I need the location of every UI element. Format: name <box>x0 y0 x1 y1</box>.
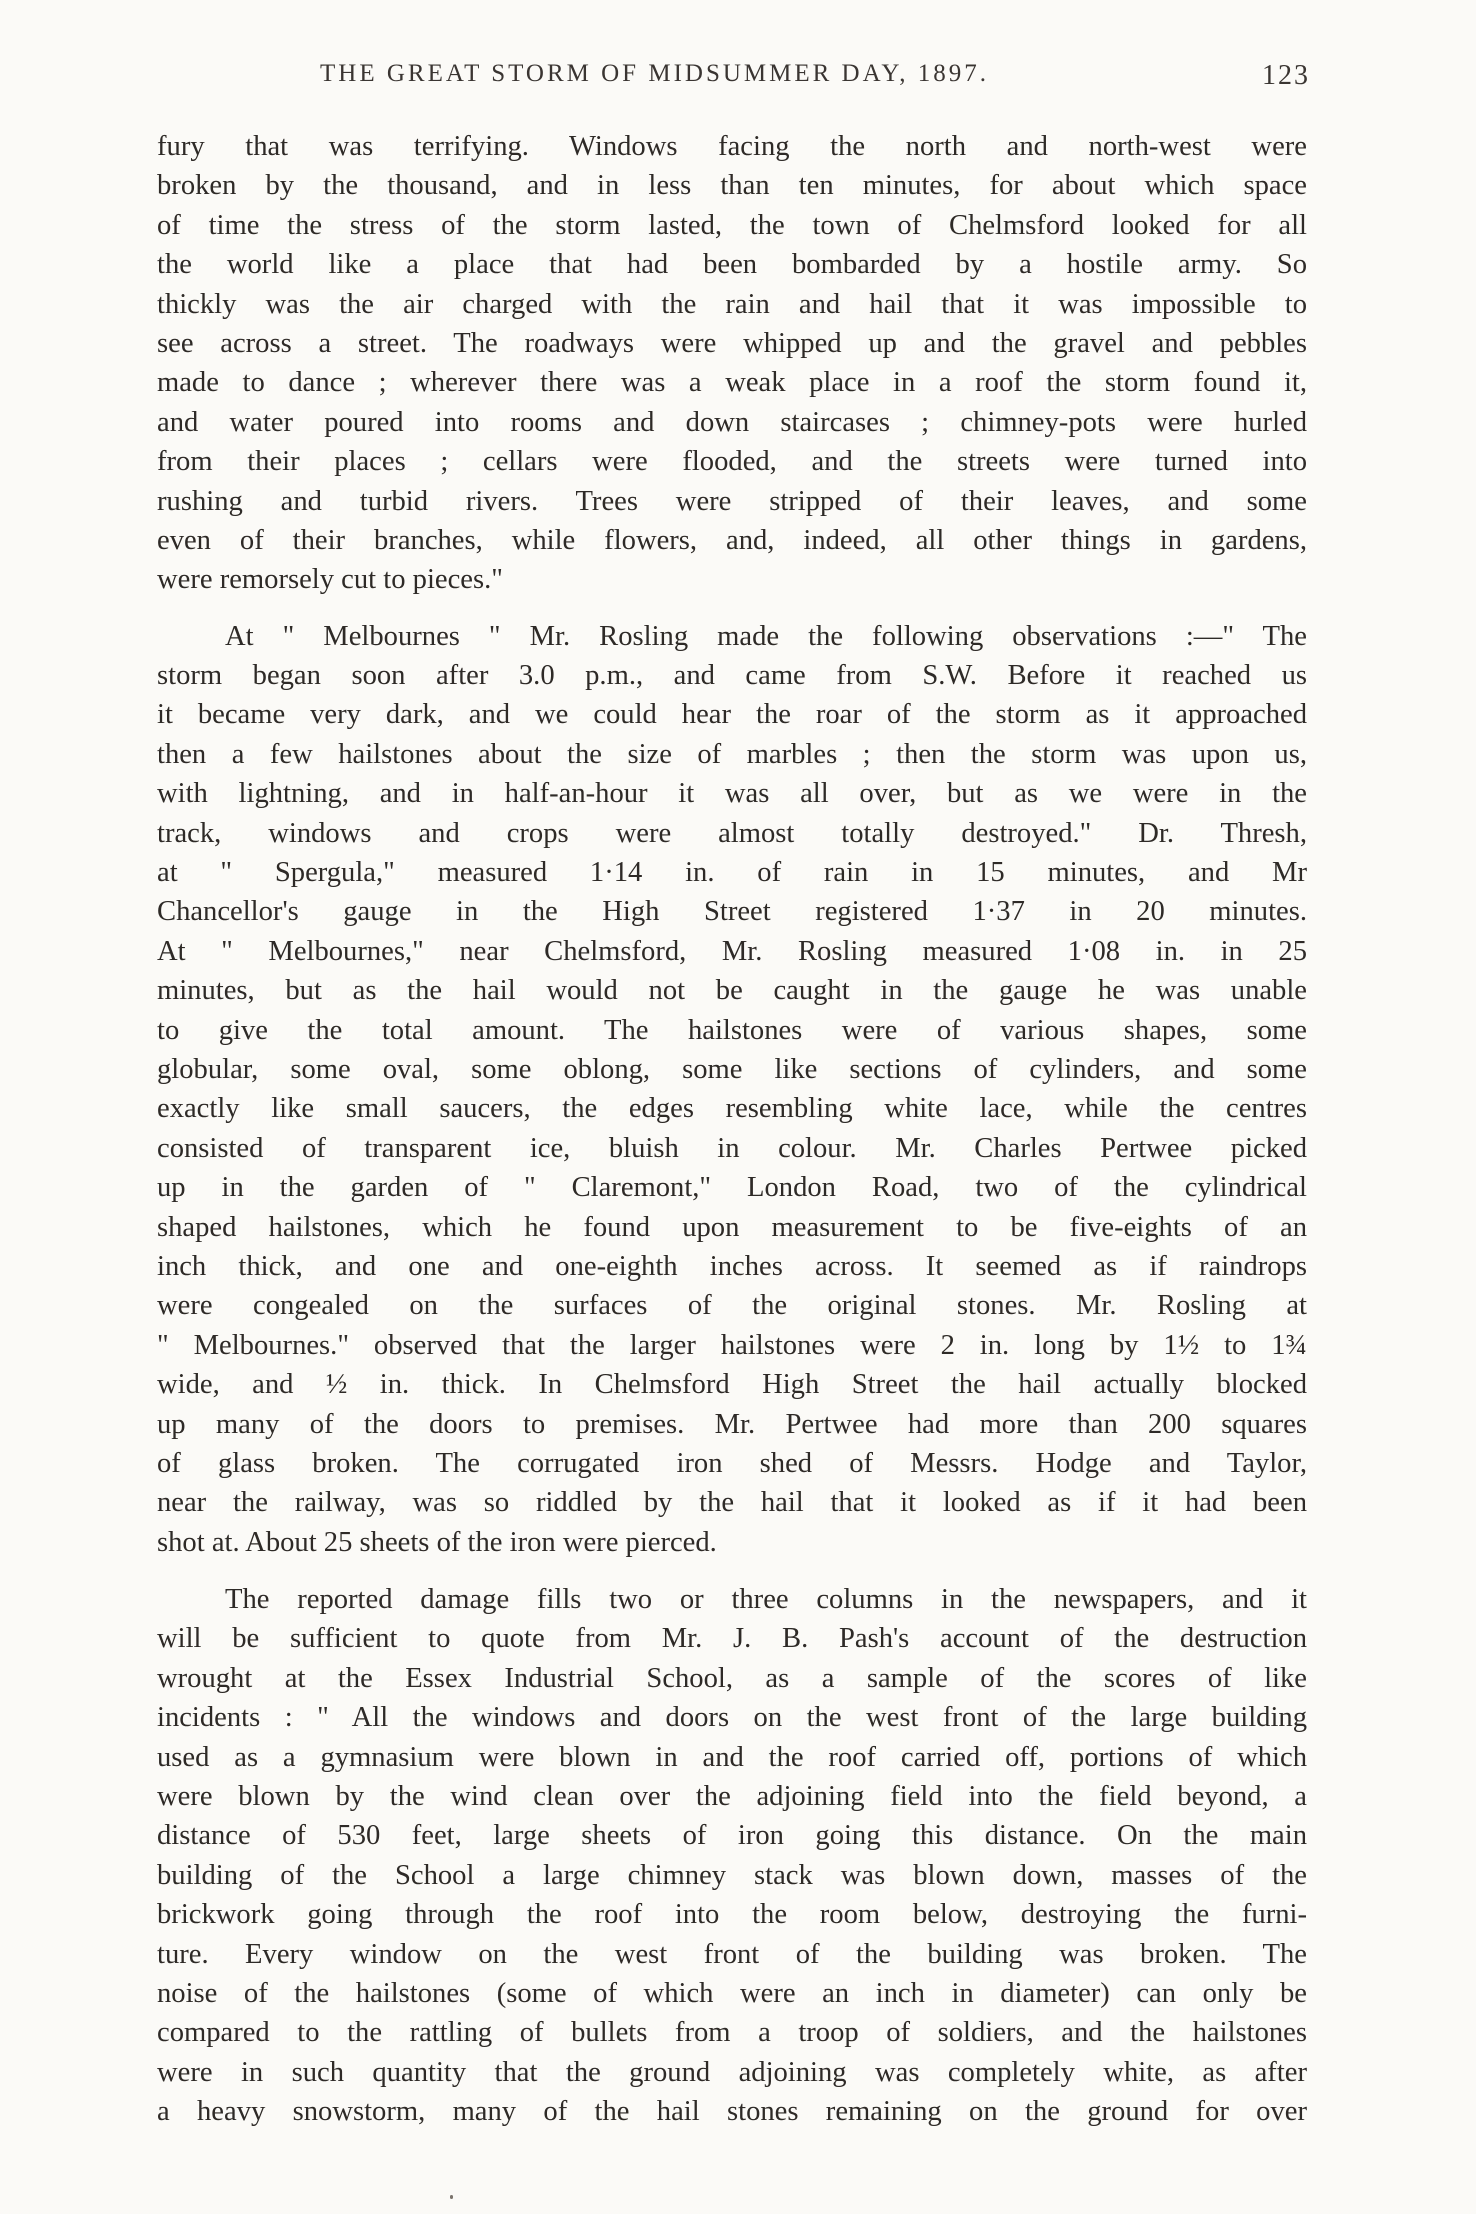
text-line: compared to the rattling of bullets from a troop of soldiers, and the hailstones <box>157 2017 1307 2049</box>
text-line: see across a street. The roadways were whipped up and the gravel and pebbles <box>157 327 1307 359</box>
text-line: it became very dark, and we could hear the roar of the storm as it approached <box>157 699 1307 731</box>
body-text <box>157 127 1307 2132</box>
text-line: wide, and ½ in. thick. In Chelmsford High Street the hail actually blocked <box>157 1369 1307 1401</box>
text-line: ture. Every window on the west front of the building was broken. The <box>157 1938 1307 1970</box>
text-line: the world like a place that had been bombarded by a hostile army. So <box>157 249 1307 281</box>
running-title: THE GREAT STORM OF MIDSUMMER DAY, 1897. <box>320 60 989 87</box>
paragraph-1 <box>157 127 1307 600</box>
text-line: of time the stress of the storm lasted, the town of Chelmsford looked for all <box>157 209 1307 241</box>
text-line: exactly like small saucers, the edges resembling white lace, while the centres <box>157 1093 1307 1125</box>
text-line: from their places ; cellars were flooded, and the streets were turned into <box>157 446 1307 478</box>
text-line: thickly was the air charged with the rain and hail that it was impossible to <box>157 288 1307 320</box>
text-line: shot at. About 25 sheets of the iron were pierced. <box>157 1526 717 1558</box>
text-line: distance of 530 feet, large sheets of iron going this distance. On the main <box>157 1820 1307 1852</box>
text-line: wrought at the Essex Industrial School, as a sample of the scores of like <box>157 1662 1307 1694</box>
text-line: were blown by the wind clean over the adjoining field into the field beyond, a <box>157 1781 1307 1813</box>
text-line: even of their branches, while flowers, and, indeed, all other things in gardens, <box>157 524 1307 556</box>
text-line: building of the School a large chimney stack was blown down, masses of the <box>157 1859 1307 1891</box>
ink-speck <box>450 2195 453 2199</box>
text-line: inch thick, and one and one-eighth inches across. It seemed as if raindrops <box>157 1250 1307 1282</box>
text-line: fury that was terrifying. Windows facing the north and north-west were <box>157 131 1307 162</box>
text-line: shaped hailstones, which he found upon measurement to be five-eights of an <box>157 1211 1307 1243</box>
text-line: The reported damage fills two or three columns in the newspapers, and it <box>225 1584 1307 1616</box>
text-line: minutes, but as the hail would not be caught in the gauge he was unable <box>157 975 1307 1007</box>
text-line: storm began soon after 3.0 p.m., and came from S.W. Before it reached us <box>157 660 1307 692</box>
page-number: 123 <box>1262 60 1310 91</box>
text-line: were in such quantity that the ground adjoining was completely white, as after <box>157 2056 1307 2088</box>
text-line: consisted of transparent ice, bluish in colour. Mr. Charles Pertwee picked <box>157 1132 1307 1164</box>
text-line: were remorsely cut to pieces." <box>157 564 503 596</box>
text-line: to give the total amount. The hailstones were of various shapes, some <box>157 1014 1307 1046</box>
text-line: up many of the doors to premises. Mr. Pertwee had more than 200 squares <box>157 1408 1307 1440</box>
text-line: brickwork going through the roof into the room below, destroying the furni- <box>157 1899 1307 1931</box>
text-line: incidents : " All the windows and doors on the west front of the large building <box>157 1702 1307 1734</box>
text-line: At " Melbournes," near Chelmsford, Mr. Rosling measured 1·08 in. in 25 <box>157 935 1307 967</box>
text-line: at " Spergula," measured 1·14 in. of rain in 15 minutes, and Mr <box>157 857 1307 889</box>
text-line: track, windows and crops were almost totally destroyed." Dr. Thresh, <box>157 817 1307 849</box>
text-line: of glass broken. The corrugated iron shed of Messrs. Hodge and Taylor, <box>157 1447 1307 1479</box>
text-line: a heavy snowstorm, many of the hail stones remaining on the ground for over <box>157 2096 1307 2128</box>
running-head <box>160 60 1310 110</box>
text-line: made to dance ; wherever there was a weak place in a roof the storm found it, <box>157 367 1307 399</box>
text-line: near the railway, was so riddled by the hail that it looked as if it had been <box>157 1487 1307 1519</box>
text-line: and water poured into rooms and down staircases ; chimney-pots were hurled <box>157 406 1307 438</box>
text-line: will be sufficient to quote from Mr. J. B. Pash's account of the destruction <box>157 1623 1307 1655</box>
text-line: At " Melbournes " Mr. Rosling made the following observations :—" The <box>225 620 1307 652</box>
text-line: then a few hailstones about the size of marbles ; then the storm was upon us, <box>157 738 1307 770</box>
text-line: Chancellor's gauge in the High Street registered 1·37 in 20 minutes. <box>157 896 1307 928</box>
text-line: noise of the hailstones (some of which were an inch in diameter) can only be <box>157 1977 1307 2009</box>
text-line: used as a gymnasium were blown in and the roof carried off, portions of which <box>157 1741 1307 1773</box>
text-line: were congealed on the surfaces of the original stones. Mr. Rosling at <box>157 1290 1307 1322</box>
text-line: up in the garden of " Claremont," London Road, two of the cylindrical <box>157 1172 1307 1204</box>
paragraph-2 <box>157 617 1307 1562</box>
text-line: with lightning, and in half-an-hour it was all over, but as we were in the <box>157 778 1307 810</box>
paragraph-3 <box>157 1580 1307 2131</box>
text-line: rushing and turbid rivers. Trees were stripped of their leaves, and some <box>157 485 1307 517</box>
text-line: " Melbournes." observed that the larger hailstones were 2 in. long by 1½ to 1¾ <box>157 1329 1307 1361</box>
text-line: broken by the thousand, and in less than ten minutes, for about which space <box>157 170 1307 202</box>
text-line: globular, some oval, some oblong, some like sections of cylinders, and some <box>157 1053 1307 1085</box>
